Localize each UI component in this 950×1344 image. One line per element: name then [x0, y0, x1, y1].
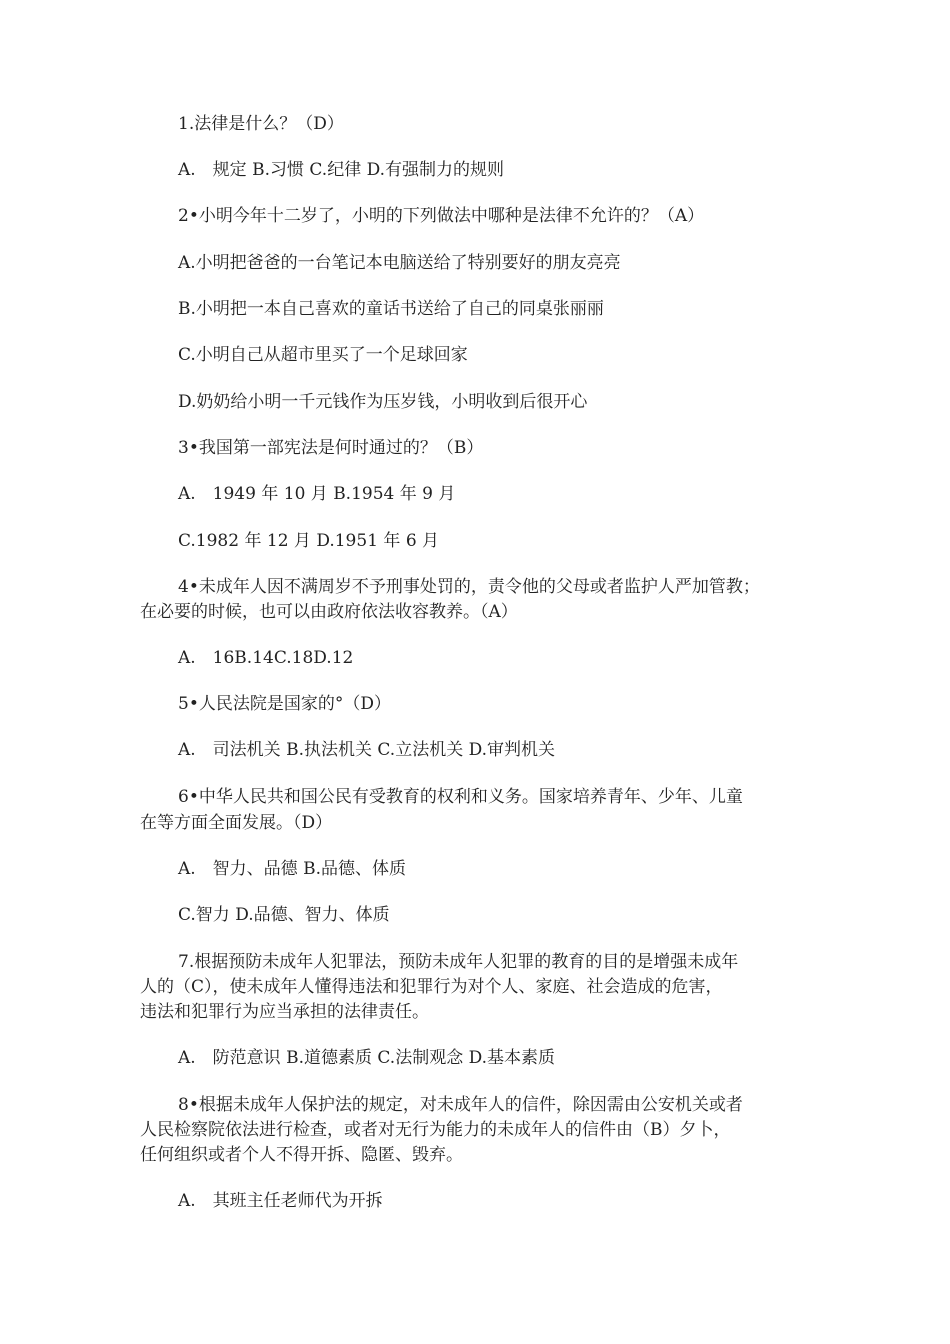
question-1-options: A. 规定 B.习惯 C.纪律 D.有强制力的规则 — [178, 160, 505, 180]
question-7-text-line-2: 人的（C），使未成年人懂得违法和犯罪行为对个人、家庭、社会造成的危害， — [140, 977, 723, 997]
question-7-text-line-3: 违法和犯罪行为应当承担的法律责任。 — [140, 1002, 429, 1022]
question-3-options-ab: A. 1949 年 10 月 B.1954 年 9 月 — [178, 484, 456, 504]
question-6-options-ab: A. 智力、品德 B.品德、体质 — [178, 859, 406, 879]
question-6-text-line-2: 在等方面全面发展。（D） — [140, 813, 333, 833]
question-2-option-c: C.小明自己从超市里买了一个足球回家 — [178, 345, 468, 365]
question-3-options-cd: C.1982 年 12 月 D.1951 年 6 月 — [178, 531, 440, 551]
question-7-options: A. 防范意识 B.道德素质 C.法制观念 D.基本素质 — [178, 1048, 556, 1068]
question-2-option-a: A.小明把爸爸的一台笔记本电脑送给了特别要好的朋友亮亮 — [178, 253, 621, 273]
question-5-text: 5•人民法院是国家的°（D） — [178, 694, 391, 714]
question-4-options: A. 16B.14C.18D.12 — [178, 648, 354, 668]
question-4-text-line-2: 在必要的时候，也可以由政府依法收容教养。（A） — [140, 602, 518, 622]
question-8-option-a: A. 其班主任老师代为开拆 — [178, 1191, 383, 1211]
question-3-text: 3•我国第一部宪法是何时通过的？（B） — [178, 438, 484, 458]
question-4-text-line-1: 4•未成年人因不满周岁不予刑事处罚的，责令他的父母或者监护人严加管教； — [178, 577, 760, 597]
question-8-text-line-1: 8•根据未成年人保护法的规定，对未成年人的信件，除因需由公安机关或者 — [178, 1095, 743, 1115]
question-6-text-line-1: 6•中华人民共和国公民有受教育的权利和义务。国家培养青年、少年、儿童 — [178, 787, 743, 807]
question-8-text-line-3: 任何组织或者个人不得开拆、隐匿、毁弃。 — [140, 1145, 463, 1165]
question-2-option-b: B.小明把一本自己喜欢的童话书送给了自己的同桌张丽丽 — [178, 299, 604, 319]
question-1-text: 1.法律是什么？（D） — [178, 114, 344, 134]
question-8-text-line-2: 人民检察院依法进行检查，或者对无行为能力的未成年人的信件由（B）夕卜， — [140, 1120, 731, 1140]
question-2-text: 2•小明今年十二岁了，小明的下列做法中哪种是法律不允许的？（A） — [178, 206, 705, 226]
question-7-text-line-1: 7.根据预防未成年人犯罪法，预防未成年人犯罪的教育的目的是增强未成年 — [178, 952, 739, 972]
question-6-options-cd: C.智力 D.品德、智力、体质 — [178, 905, 390, 925]
question-5-options: A. 司法机关 B.执法机关 C.立法机关 D.审判机关 — [178, 740, 556, 760]
question-2-option-d: D.奶奶给小明一千元钱作为压岁钱，小明收到后很开心 — [178, 392, 588, 412]
